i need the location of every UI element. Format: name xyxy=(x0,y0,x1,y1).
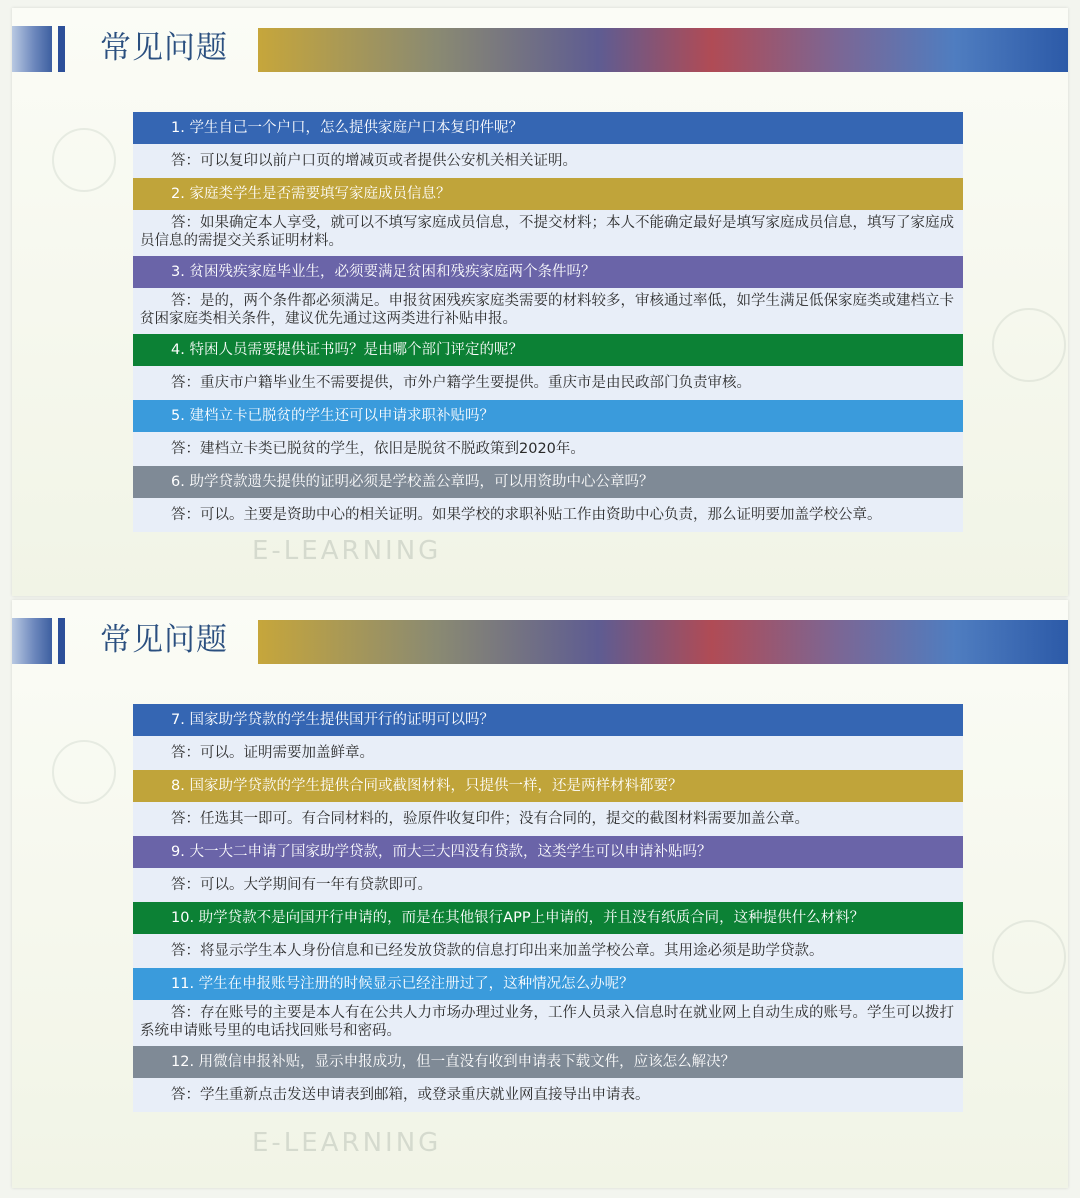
faq-question: 7. 国家助学贷款的学生提供国开行的证明可以吗？ xyxy=(133,704,963,736)
doodle-decoration xyxy=(992,308,1066,382)
header-blue-block xyxy=(12,26,52,72)
faq-answer: 答：学生重新点击发送申请表到邮箱，或登录重庆就业网直接导出申请表。 xyxy=(133,1078,963,1112)
faq-answer: 答：可以复印以前户口页的增减页或者提供公安机关相关证明。 xyxy=(133,144,963,178)
page-title: 常见问题 xyxy=(100,30,228,66)
faq-answer: 答：如果确定本人享受，就可以不填写家庭成员信息，不提交材料；本人不能确定最好是填写家庭成员信息，填写了家庭成员信息的需提交关系证明材料。 xyxy=(133,210,963,256)
faq-question: 5. 建档立卡已脱贫的学生还可以申请求职补贴吗？ xyxy=(133,400,963,432)
header-blue-block xyxy=(12,618,52,664)
faq-answer: 答：将显示学生本人身份信息和已经发放贷款的信息打印出来加盖学校公章。其用途必须是助学贷款。 xyxy=(133,934,963,968)
header-gradient-band xyxy=(258,620,1068,664)
faq-question: 12. 用微信申报补贴，显示申报成功，但一直没有收到申请表下载文件，应该怎么解决？ xyxy=(133,1046,963,1078)
doodle-decoration xyxy=(52,128,116,192)
faq-list xyxy=(133,112,963,532)
doodle-decoration xyxy=(992,920,1066,994)
slide-header xyxy=(12,26,1068,72)
doodle-decoration xyxy=(52,740,116,804)
page-title: 常见问题 xyxy=(100,622,228,658)
faq-answer: 答：可以。大学期间有一年有贷款即可。 xyxy=(133,868,963,902)
faq-question: 3. 贫困残疾家庭毕业生，必须要满足贫困和残疾家庭两个条件吗？ xyxy=(133,256,963,288)
faq-answer: 答：重庆市户籍毕业生不需要提供，市外户籍学生要提供。重庆市是由民政部门负责审核。 xyxy=(133,366,963,400)
faq-answer: 答：是的，两个条件都必须满足。申报贫困残疾家庭类需要的材料较多，审核通过率低，如学生满足低保家庭类或建档立卡贫困家庭类相关条件，建议优先通过这两类进行补贴申报。 xyxy=(133,288,963,334)
background-watermark: E-LEARNING xyxy=(252,1128,442,1158)
faq-question: 6. 助学贷款遗失提供的证明必须是学校盖公章吗，可以用资助中心公章吗？ xyxy=(133,466,963,498)
faq-question: 1. 学生自己一个户口，怎么提供家庭户口本复印件呢？ xyxy=(133,112,963,144)
faq-slide-2 xyxy=(12,600,1068,1188)
slide-header xyxy=(12,618,1068,664)
faq-answer: 答：存在账号的主要是本人有在公共人力市场办理过业务，工作人员录入信息时在就业网上自动生成的账号。学生可以拨打系统申请账号里的电话找回账号和密码。 xyxy=(133,1000,963,1046)
header-accent-bar xyxy=(58,618,65,664)
faq-answer: 答：任选其一即可。有合同材料的，验原件收复印件；没有合同的，提交的截图材料需要加盖公章。 xyxy=(133,802,963,836)
faq-question: 9. 大一大二申请了国家助学贷款，而大三大四没有贷款，这类学生可以申请补贴吗？ xyxy=(133,836,963,868)
faq-slide-1 xyxy=(12,8,1068,596)
faq-answer: 答：建档立卡类已脱贫的学生，依旧是脱贫不脱政策到2020年。 xyxy=(133,432,963,466)
faq-answer: 答：可以。证明需要加盖鲜章。 xyxy=(133,736,963,770)
faq-question: 4. 特困人员需要提供证书吗？是由哪个部门评定的呢？ xyxy=(133,334,963,366)
header-gradient-band xyxy=(258,28,1068,72)
header-accent-bar xyxy=(58,26,65,72)
faq-question: 10. 助学贷款不是向国开行申请的，而是在其他银行APP上申请的，并且没有纸质合同，这种提供什么材料？ xyxy=(133,902,963,934)
faq-question: 2. 家庭类学生是否需要填写家庭成员信息？ xyxy=(133,178,963,210)
faq-answer: 答：可以。主要是资助中心的相关证明。如果学校的求职补贴工作由资助中心负责，那么证明要加盖学校公章。 xyxy=(133,498,963,532)
faq-list xyxy=(133,704,963,1112)
faq-question: 8. 国家助学贷款的学生提供合同或截图材料，只提供一样，还是两样材料都要？ xyxy=(133,770,963,802)
faq-question: 11. 学生在申报账号注册的时候显示已经注册过了，这种情况怎么办呢？ xyxy=(133,968,963,1000)
background-watermark: E-LEARNING xyxy=(252,536,442,566)
